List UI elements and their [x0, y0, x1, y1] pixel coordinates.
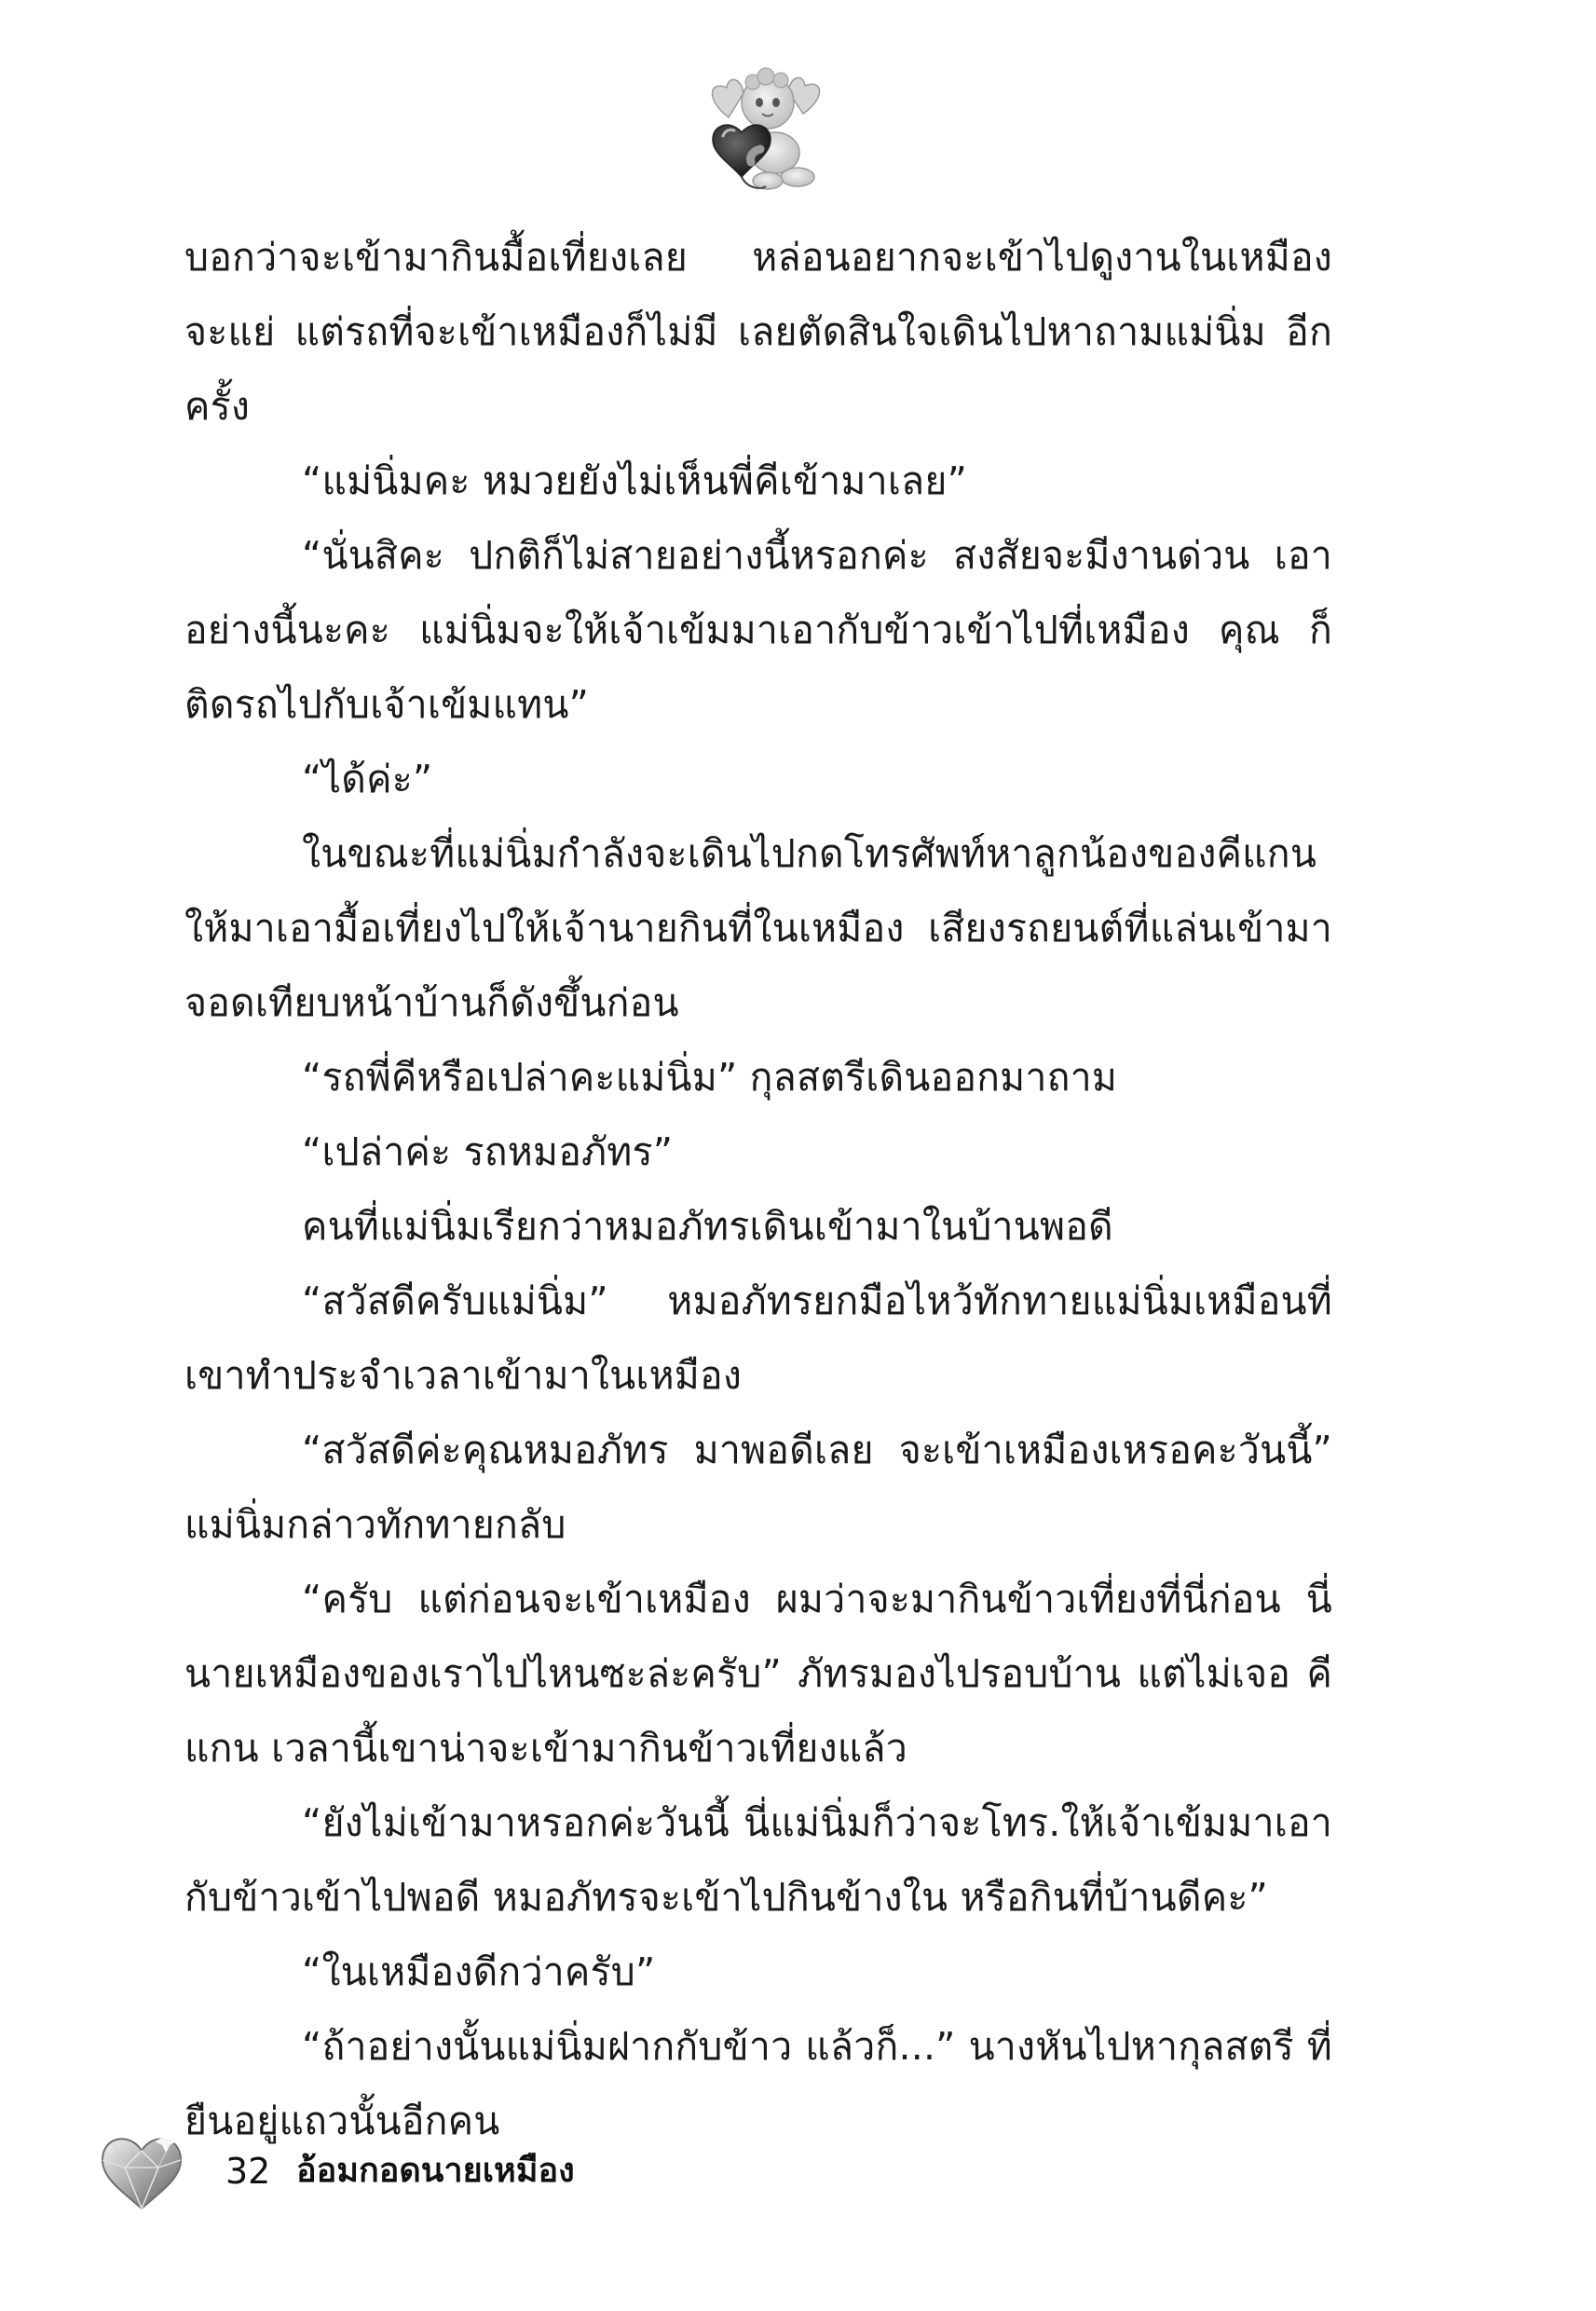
gem-heart-icon: [97, 2126, 186, 2212]
paragraph: “รถพี่คีหรือเปล่าคะแม่นิ่ม” กุลสตรีเดินออกมาถาม: [302, 1055, 1118, 1100]
paragraph: ในขณะที่แม่นิ่มกำลังจะเดินไปกดโทรศัพท์หาลูกน้องของคีแกน ให้มาเอามื้อเที่ยงไปให้เจ้านายกินที่ในเหมือง เสียงรถยนต์ที่แล่นเข้ามา จอดเทียบหน้าบ้านก็ดังขึ้นก่อน: [184, 831, 1332, 1025]
body-text: [184, 220, 1332, 2158]
book-title: อ้อมกอดนายเหมือง: [296, 2152, 575, 2190]
page-footer: [97, 2126, 749, 2220]
page-number: 32: [225, 2151, 271, 2192]
paragraph: บอกว่าจะเข้ามากินมื้อเที่ยงเลย หล่อนอยากจะเข้าไปดูงานในเหมือง จะแย่ แต่รถที่จะเข้าเหมืองก็ไม่มี เลยตัดสินใจเดินไปหาถามแม่นิ่ม อีกครั้ง: [184, 235, 1332, 429]
paragraph: “เปล่าค่ะ รถหมอภัทร”: [302, 1129, 674, 1174]
paragraph: “ครับ แต่ก่อนจะเข้าเหมือง ผมว่าจะมากินข้าวเที่ยงที่นี่ก่อน นี่นายเหมืองของเราไปไหนซะล่ะครับ” ภัทรมองไปรอบบ้าน แต่ไม่เจอ คีแกน เวลานี้เขาน่าจะเข้ามากินข้าวเที่ยงแล้ว: [184, 1577, 1332, 1771]
paragraph: “ได้ค่ะ”: [302, 757, 433, 801]
paragraph: “ยังไม่เข้ามาหรอกค่ะวันนี้ นี่แม่นิ่มก็ว่าจะโทร.ให้เจ้าเข้มมาเอา กับข้าวเข้าไปพอดี หมอภัทรจะเข้าไปกินข้างใน หรือกินที่บ้านดีคะ”: [184, 1800, 1332, 1920]
paragraph: “ในเหมืองดีกว่าครับ”: [302, 1949, 656, 1994]
paragraph: “แม่นิ่มคะ หมวยยังไม่เห็นพี่คีเข้ามาเลย”: [302, 458, 968, 503]
paragraph: “ถ้าอย่างนั้นแม่นิ่มฝากกับข้าว แล้วก็...” นางหันไปหากุลสตรี ที่ยืนอยู่แถวนั้นอีกคน: [184, 2024, 1332, 2143]
paragraph: “สวัสดีครับแม่นิ่ม” หมอภัทรยกมือไหว้ทักทายแม่นิ่มเหมือนที่ เขาทำประจำเวลาเข้ามาในเหมือง: [184, 1279, 1332, 1398]
paragraph: “สวัสดีค่ะคุณหมอภัทร มาพอดีเลย จะเข้าเหมืองเหรอคะวันนี้” แม่นิ่มกล่าวทักทายกลับ: [184, 1428, 1332, 1547]
cupid-holding-heart-icon: [701, 60, 831, 199]
paragraph: “นั่นสิคะ ปกติก็ไม่สายอย่างนี้หรอกค่ะ สงสัยจะมีงานด่วน เอาอย่างนี้นะคะ แม่นิ่มจะให้เจ้าเข้มมาเอากับข้าวเข้าไปที่เหมือง คุณ ก็ติดรถไปกับเจ้าเข้มแทน”: [184, 533, 1332, 727]
paragraph: คนที่แม่นิ่มเรียกว่าหมอภัทรเดินเข้ามาในบ้านพอดี: [302, 1204, 1113, 1249]
